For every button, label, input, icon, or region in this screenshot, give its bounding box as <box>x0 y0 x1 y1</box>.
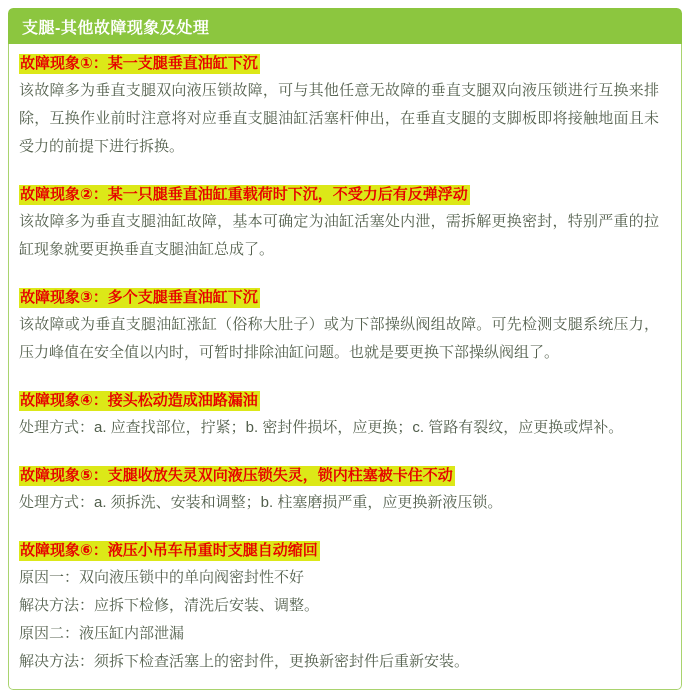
fault-heading-highlight: 故障现象⑥：液压小吊车吊重时支腿自动缩回 <box>20 542 318 559</box>
panel-header <box>8 8 682 44</box>
fault-section-5 <box>19 463 659 517</box>
fault-paragraph: 原因一：双向液压锁中的单向阀密封性不好 <box>19 569 305 586</box>
fault-heading <box>19 463 659 489</box>
fault-heading <box>19 51 659 77</box>
fault-heading-highlight: 故障现象③：多个支腿垂直油缸下沉 <box>20 289 258 306</box>
fault-section-2 <box>19 182 659 264</box>
fault-paragraph: 处理方式：a. 须拆洗、安装和调整；b. 柱塞磨损严重，应更换新液压锁。 <box>19 494 503 511</box>
fault-heading <box>19 388 659 414</box>
fault-section-3 <box>19 285 659 367</box>
fault-paragraph: 该故障或为垂直支腿油缸涨缸（俗称大肚子）或为下部操纵阀组故障。可先检测支腿系统压力，压力峰值在安全值以内时，可暂时排除油缸问题。也就是要更换下部操纵阀组了。 <box>19 316 659 361</box>
fault-paragraph: 解决方法：应拆下检修，清洗后安装、调整。 <box>19 597 320 614</box>
fault-heading-highlight: 故障现象⑤：支腿收放失灵双向液压锁失灵，锁内柱塞被卡住不动 <box>20 467 453 484</box>
article-panel <box>8 8 682 690</box>
fault-heading-highlight: 故障现象④：接头松动造成油路漏油 <box>20 392 258 409</box>
fault-heading-highlight: 故障现象①：某一支腿垂直油缸下沉 <box>20 55 258 72</box>
fault-section-4 <box>19 388 659 442</box>
panel-body <box>8 44 682 690</box>
fault-paragraph: 原因二：液压缸内部泄漏 <box>19 625 185 642</box>
fault-paragraph: 解决方法：须拆下检查活塞上的密封件，更换新密封件后重新安装。 <box>19 653 470 670</box>
fault-section-1 <box>19 51 659 161</box>
fault-paragraph: 该故障多为垂直支腿双向液压锁故障，可与其他任意无故障的垂直支腿双向液压锁进行互换来排除，互换作业前时注意将对应垂直支腿油缸活塞杆伸出，在垂直支腿的支脚板即将接触地面且未受力的前提下进行拆换。 <box>19 82 659 155</box>
fault-heading <box>19 538 659 564</box>
panel-title: 支腿-其他故障现象及处理 <box>22 19 210 37</box>
fault-heading-highlight: 故障现象②：某一只腿垂直油缸重载荷时下沉，不受力后有反弹浮动 <box>20 186 468 203</box>
fault-section-6 <box>19 538 659 676</box>
fault-heading <box>19 285 659 311</box>
fault-heading <box>19 182 659 208</box>
fault-paragraph: 该故障多为垂直支腿油缸故障，基本可确定为油缸活塞处内泄，需拆解更换密封，特别严重的拉缸现象就要更换垂直支腿油缸总成了。 <box>19 213 659 258</box>
fault-paragraph: 处理方式：a. 应查找部位，拧紧；b. 密封件损坏，应更换；c. 管路有裂纹，应更换或焊补。 <box>19 419 624 436</box>
